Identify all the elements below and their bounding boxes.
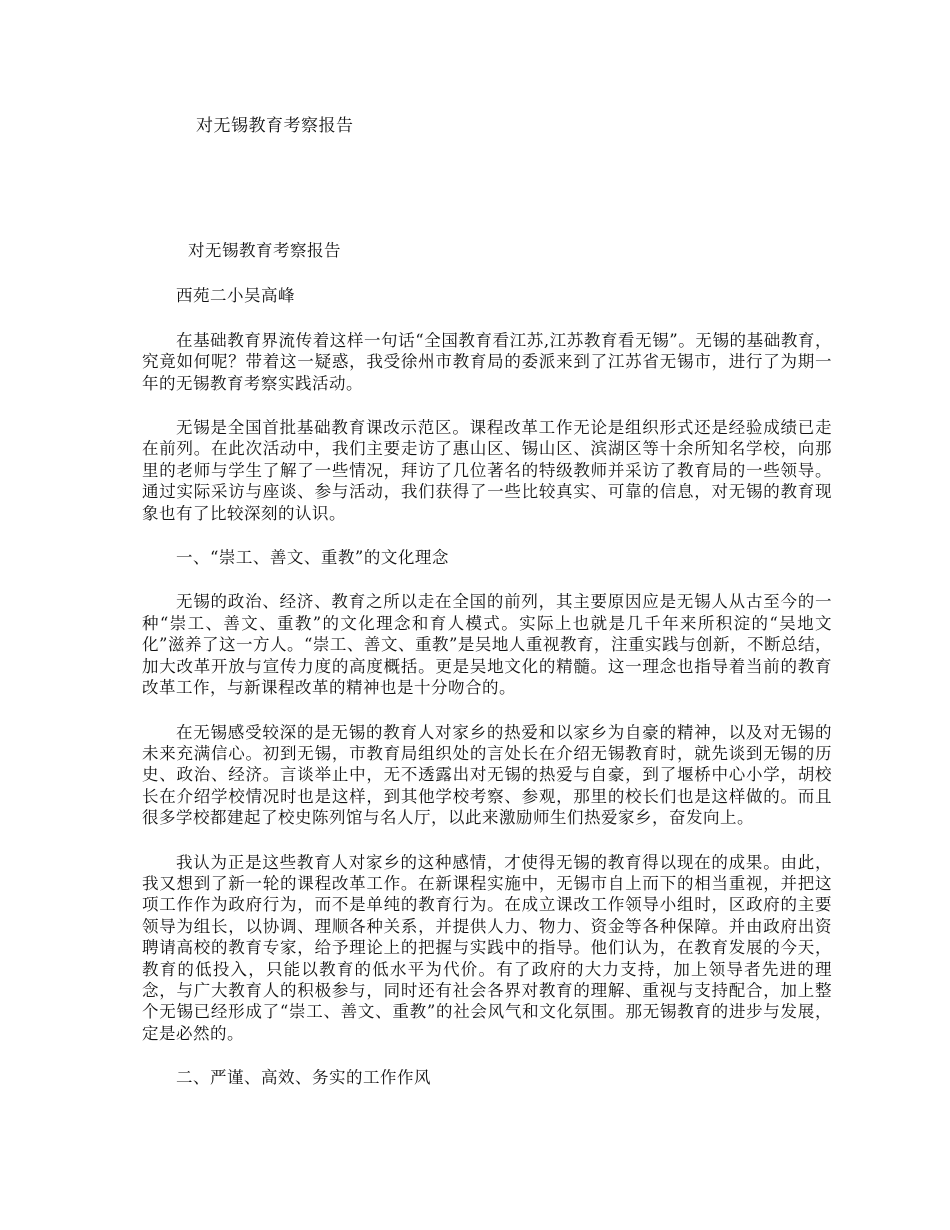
document-title: 对无锡教育考察报告: [188, 241, 341, 260]
section1-paragraph: 我认为正是这些教育人对家乡的这种感情，才使得无锡的教育得以现在的成果。由此，我又想到了新一轮的课程改革工作。在新课程实施中，无锡市自上而下的相当重视，并把这项工作作为政府行为，而不是单纯的教育行为。在成立课改工作领导小组时，区政府的主要领导为组长，以协调、理顺各种关系，并提供人力、物力、资金等各种保障。并由政府出资聘请高校的教育专家，给予理论上的把握与实践中的指导。他们认为，在教育发展的今天，教育的低投入，只能以教育的低水平为代价。有了政府的大力支持，加上领导者先进的理念，与广大教育人的积极参与，同时还有社会各界对教育的理解、重视与支持配合，加上整个无锡已经形成了“崇工、善文、重教”的社会风气和文化氛围。那无锡教育的进步与发展，定是必然的。: [142, 852, 832, 1043]
overview-paragraph: 无锡是全国首批基础教育课改示范区。课程改革工作无论是组织形式还是经验成绩已走在前列。在此次活动中，我们主要走访了惠山区、锡山区、滨湖区等十余所知名学校，向那里的老师与学生了解了一些情况，拜访了几位著名的特级教师并采访了教育局的一些领导。通过实际采访与座谈、参与活动，我们获得了一些比较真实、可靠的信息，对无锡的教育现象也有了比较深刻的认识。: [142, 418, 832, 523]
section1-paragraph: 无锡的政治、经济、教育之所以走在全国的前列，其主要原因应是无锡人从古至今的一种“崇工、善文、重教”的文化理念和育人模式。实际上也就是几千年来所积淀的“吴地文化”滋养了这一方人。“崇工、善文、重教”是吴地人重视教育，注重实践与创新，不断总结，加大改革开放与宣传力度的高度概括。更是吴地文化的精髓。这一理念也指导着当前的教育改革工作，与新课程改革的精神也是十分吻合的。: [142, 592, 832, 698]
page-header-title: 对无锡教育考察报告: [196, 116, 354, 136]
section-heading-2: 二、严谨、高效、务实的工作作风: [176, 1068, 431, 1088]
author-line: 西苑二小吴高峰: [176, 286, 295, 306]
section-heading-1: 一、“崇工、善文、重教”的文化理念: [176, 548, 449, 568]
section1-paragraph: 在无锡感受较深的是无锡的教育人对家乡的热爱和以家乡为自豪的精神，以及对无锡的未来充满信心。初到无锡，市教育局组织处的言处长在介绍无锡教育时，就先谈到无锡的历史、政治、经济。言谈举止中，无不透露出对无锡的热爱与自豪，到了堰桥中心小学，胡校长在介绍学校情况时也是这样，到其他学校考察、参观，那里的校长们也是这样做的。而且很多学校都建起了校史陈列馆与名人厅，以此来激励师生们热爱家乡，奋发向上。: [142, 722, 832, 828]
intro-paragraph: 在基础教育界流传着这样一句话“全国教育看江苏,江苏教育看无锡”。无锡的基础教育，究竟如何呢？带着这一疑惑，我受徐州市教育局的委派来到了江苏省无锡市，进行了为期一年的无锡教育考察实践活动。: [142, 330, 832, 393]
document-body: [142, 240, 832, 1112]
